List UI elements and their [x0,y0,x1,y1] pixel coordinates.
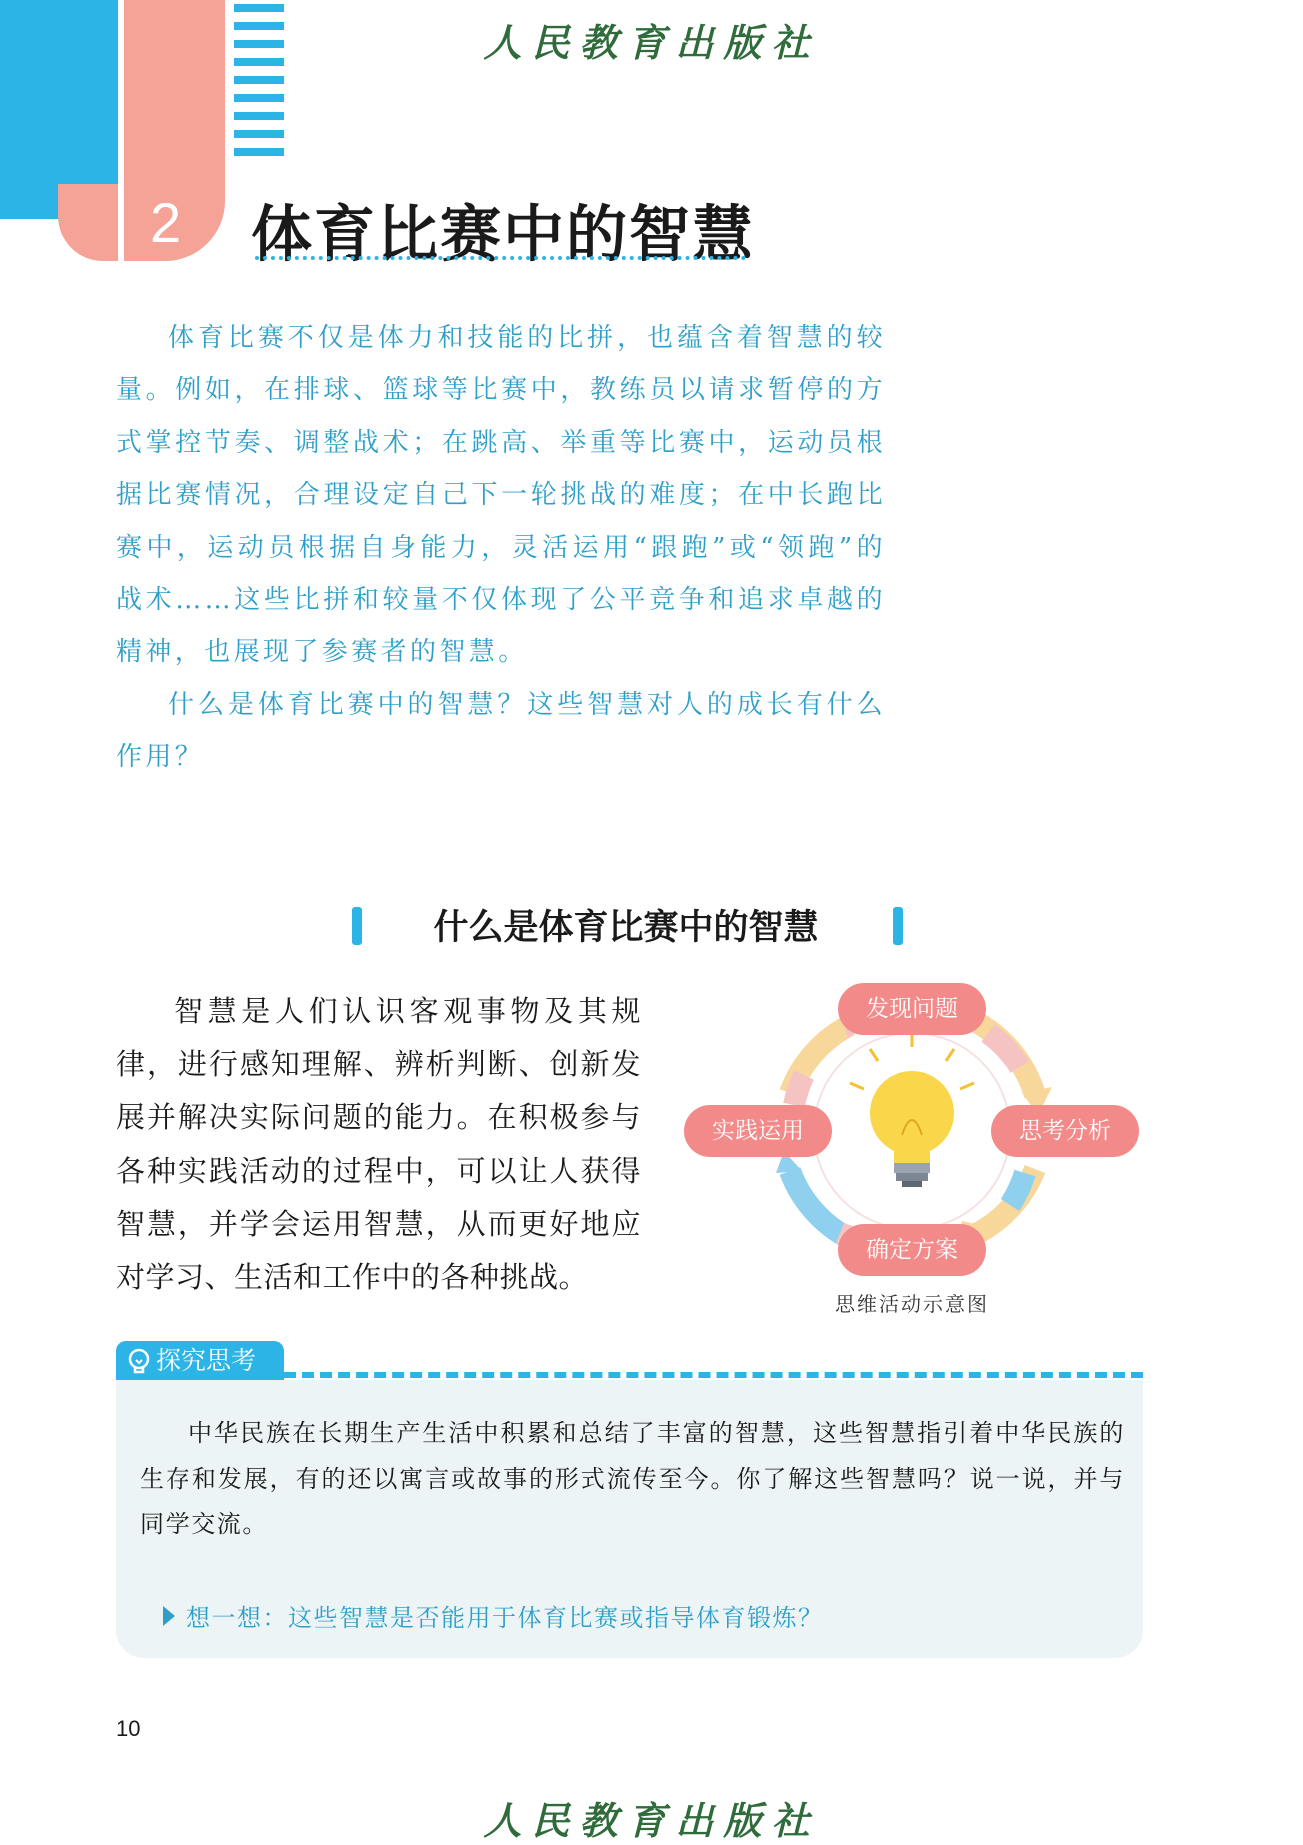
intro-text [116,312,886,784]
chapter-number: 2 [150,191,182,254]
header-salmon-curve [58,184,120,261]
header-stripe [234,130,284,138]
arrow-3 [790,1171,850,1239]
step-plan: 确定方案 [838,1224,986,1276]
explore-text [140,1411,1125,1548]
section-paragraph: 智慧是人们认识客观事物及其规律，进行感知理解、辨析判断、创新发展并解决实际问题的能力。在积极参与各种实践活动的过程中，可以让人获得智慧，并学会运用智慧，从而更好地应对学习、生活和工作中的各种挑战。 [116,994,641,1295]
explore-tab [116,1341,284,1380]
header-stripe [234,148,284,156]
header-stripe [234,4,284,12]
think-prompt: 想一想：这些智慧是否能用于体育比赛或指导体育锻炼？ [186,1604,824,1632]
explore-divider [284,1372,1143,1378]
thinking-diagram [680,975,1145,1285]
section-heading: 什么是体育比赛中的智慧 [433,908,819,948]
step-discover: 发现问题 [838,983,986,1035]
explore-paragraph: 中华民族在长期生产生活中积累和总结了丰富的智慧，这些智慧指引着中华民族的生存和发展，有的还以寓言或故事的形式流传至今。你了解这些智慧吗？说一说，并与同学交流。 [140,1419,1125,1538]
chapter-title: 体育比赛中的智慧 [251,199,756,270]
section-body [116,985,641,1304]
header-stripe [234,112,284,120]
diagram-caption: 思维活动示意图 [835,1292,989,1316]
explore-tab-label: 探究思考 [156,1346,257,1375]
publisher-logo-top: 人民教育出版社 [483,20,820,65]
step-analyze: 思考分析 [991,1105,1139,1157]
publisher-logo-bottom: 人民教育出版社 [483,1798,820,1843]
heading-right-mark [893,907,903,945]
header-stripe [234,76,284,84]
page-number: 10 [116,1716,141,1741]
title-underline [255,256,746,260]
step-practice: 实践运用 [684,1105,832,1157]
intro-question: 什么是体育比赛中的智慧？这些智慧对人的成长有什么作用？ [116,689,886,773]
intro-paragraph: 体育比赛不仅是体力和技能的比拼，也蕴含着智慧的较量。例如，在排球、篮球等比赛中，教练员以请求暂停的方式掌控节奏、调整战术；在跳高、举重等比赛中，运动员根据比赛情况，合理设定自己下一轮挑战的难度；在中长跑比赛中，运动员根据自身能力，灵活运用“跟跑”或“领跑”的战术……这些比拼和较量不仅体现了公平竞争和追求卓越的精神，也展现了参赛者的智慧。 [116,323,886,668]
caret-right-icon [163,1606,175,1626]
header-stripe [234,94,284,102]
lightbulb-icon [850,1033,974,1187]
lightbulb-icon [122,1341,156,1380]
